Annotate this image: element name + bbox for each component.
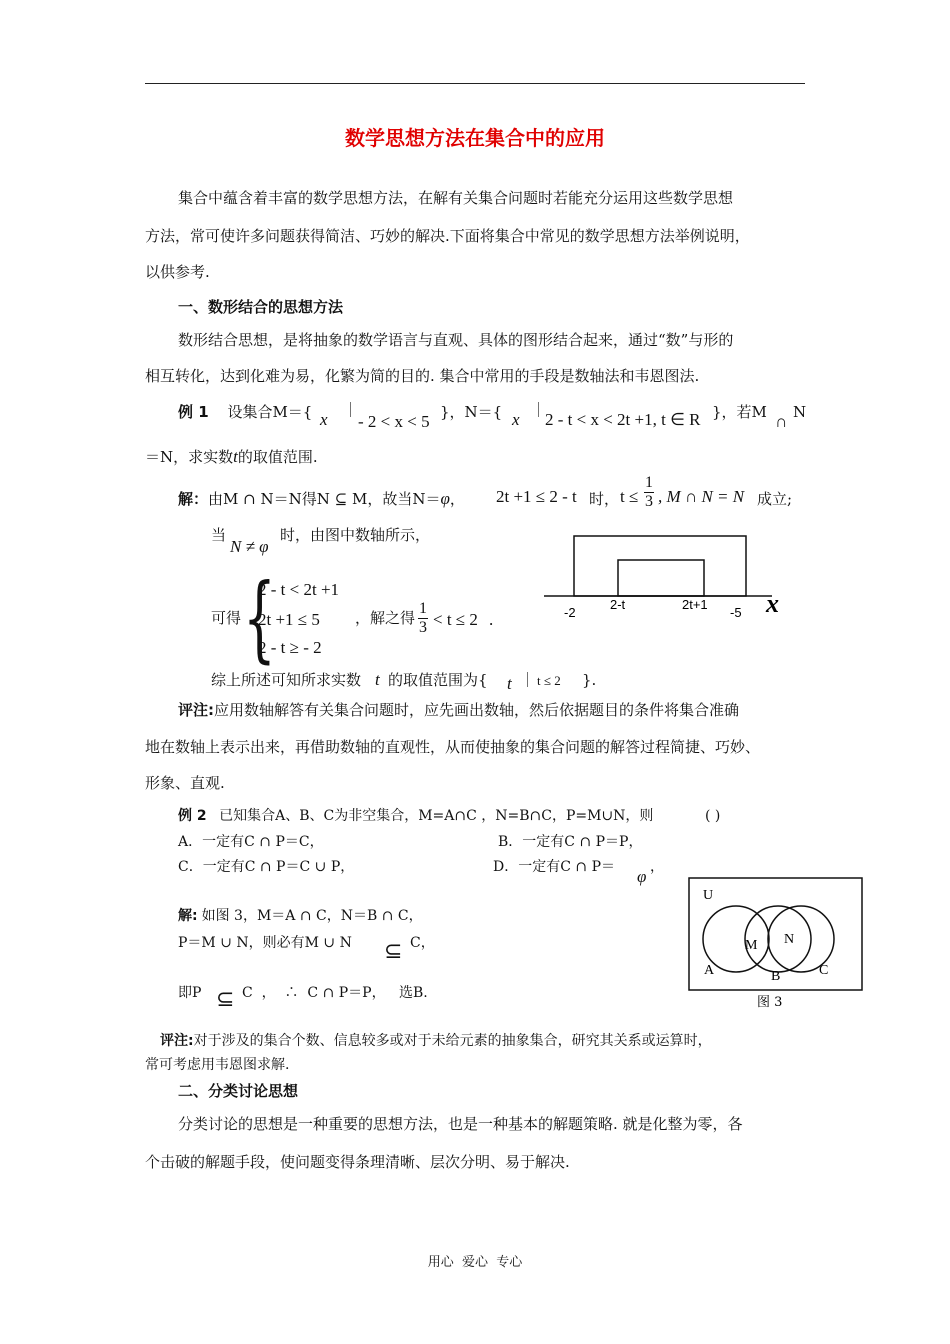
section-2-para-2: 个击破的解题手段，使问题变得条理清晰、层次分明、易于解决. <box>145 1153 570 1171</box>
line-2-a: ＝N，求实数 <box>145 448 234 466</box>
set-m-open: 设集合M＝{ <box>227 403 313 421</box>
comment-2-line-1 <box>160 1031 712 1051</box>
answer-paren: ( ) <box>705 808 721 824</box>
solve-c: . <box>489 610 494 629</box>
summary-e: }. <box>582 671 597 689</box>
inequality-1: 2t +1 ≤ 2 - t <box>496 487 577 506</box>
comment-1-line-2: 地在数轴上表示出来，再借助数轴的直观性，从而使抽象的集合问题的解答过程简捷、巧妙、 <box>145 738 761 756</box>
venn-label-u: U <box>703 888 714 903</box>
section-2-para-1: 分类讨论的思想是一种重要的思想方法，也是一种基本的解题策略. 就是化整为零，各 <box>178 1115 743 1133</box>
fraction-denominator-2: 3 <box>419 619 427 636</box>
n-tail: N <box>793 403 807 421</box>
var-x-n: x <box>512 410 520 429</box>
t-le: t ≤ <box>620 487 639 506</box>
number-line-diagram <box>540 528 800 633</box>
page-title: 数学思想方法在集合中的应用 <box>345 126 605 150</box>
condition-m: - 2 < x < 5 <box>358 412 430 431</box>
example-1-label: 例 1 <box>178 403 209 421</box>
solution-2-line-2-end: C， <box>410 935 435 951</box>
solution-b: ， <box>449 490 465 508</box>
intro-line-3: 以供参考. <box>145 263 210 281</box>
solution-2-line-3-b: C ， ∴ C ∩ P＝P， 选B. <box>242 985 428 1001</box>
example-2-label: 例 2 <box>178 808 207 824</box>
venn-diagram <box>688 877 864 1013</box>
solution-c: 时， <box>589 490 620 508</box>
system-eq-3: 2 - t ≥ - 2 <box>258 638 322 657</box>
when-label: 当 <box>211 526 227 544</box>
intro-line-1: 集合中蕴含着丰富的数学思想方法，在解有关集合问题时若能充分运用这些数学思想 <box>178 189 734 207</box>
example-2-text: 已知集合A、B、C为非空集合，M=A∩C ，N=B∩C，P=M∪N，则 <box>219 808 654 824</box>
venn-label-b: B <box>771 969 781 984</box>
solution-2-label: 解: <box>178 908 198 924</box>
header-rule <box>145 83 805 84</box>
option-a: A．一定有C ∩ P＝C， <box>178 834 324 850</box>
cap-symbol: ∩ <box>775 412 788 431</box>
solution-2-text-1: 如图 3，M＝A ∩ C，N＝B ∩ C， <box>201 908 423 924</box>
var-x-m: x <box>320 410 328 429</box>
fraction-numerator-2: 1 <box>419 600 427 617</box>
bar-n: ｜ <box>531 401 547 419</box>
fraction-one-third-2 <box>418 600 428 637</box>
fraction-numerator: 1 <box>645 474 653 491</box>
example-1-line-1 <box>178 402 312 422</box>
when-b: 时，由图中数轴所示， <box>280 526 431 544</box>
subseteq-symbol-1: ⊆ <box>384 938 403 963</box>
intro-line-2: 方法，常可使许多问题获得简洁、巧妙的解决.下面将集合中常见的数学思想方法举例说明， <box>145 227 750 245</box>
solution-2-line-1 <box>178 906 423 926</box>
axis-label-2t-1: 2t+1 <box>682 597 708 612</box>
summary-a: 综上所述可知所求实数 <box>211 671 362 689</box>
summary-b: 的取值范围为{ <box>388 671 488 689</box>
inner-interval-box <box>618 560 704 596</box>
outer-interval-box <box>574 536 746 596</box>
summary-t: t <box>375 670 380 689</box>
set-n-close: }，若M <box>712 403 767 421</box>
fraction-denominator: 3 <box>645 493 653 510</box>
comment-1-label: 评注: <box>178 701 214 719</box>
solution-2-line-3-a: 即P <box>178 985 202 1001</box>
solve-a: ，解之得 <box>355 609 416 627</box>
line-2-b: 的取值范围. <box>237 448 318 466</box>
solution-e: 成立; <box>757 490 793 508</box>
solution-a: 由M ∩ N＝N得N ⊆ M，故当N＝ <box>208 490 441 508</box>
axis-label-neg2: -2 <box>564 605 576 620</box>
system-brace: { <box>243 564 276 673</box>
section-1-heading: 一、数形结合的思想方法 <box>178 298 344 316</box>
fraction-one-third <box>644 474 654 511</box>
option-d: D．一定有C ∩ P＝ <box>493 859 615 875</box>
axis-label-2-t: 2-t <box>610 597 626 612</box>
option-b: B．一定有C ∩ P＝P， <box>498 834 643 850</box>
solve-b: < t ≤ 2 <box>433 610 478 629</box>
comment-2-label: 评注: <box>160 1033 194 1049</box>
example-2-question <box>178 806 653 826</box>
comment-2-line-2: 常可考虑用韦恩图求解. <box>145 1057 290 1073</box>
option-d-end: ， <box>650 859 664 875</box>
condition-n: 2 - t < x < 2t +1, t ∈ R <box>545 410 701 429</box>
venn-label-n: N <box>784 932 795 947</box>
option-d-phi: φ <box>637 867 647 886</box>
solution-2-line-2: P＝M ∪ N，则必有M ∪ N <box>178 935 352 951</box>
subseteq-symbol-2: ⊆ <box>216 986 235 1011</box>
option-c: C．一定有C ∩ P＝C ∪ P， <box>178 859 355 875</box>
phi-symbol: φ <box>440 489 450 508</box>
venn-label-c: C <box>819 963 829 978</box>
comment-1-line-1 <box>178 700 739 720</box>
summary-c: ｜ <box>520 671 536 689</box>
comment-2-text-1: 对于涉及的集合个数、信息较多或对于未给元素的抽象集合，研究其关系或运算时， <box>193 1033 712 1049</box>
section-1-para-2: 相互转化，达到化难为易，化繁为简的目的. 集合中常用的手段是数轴法和韦恩图法. <box>145 367 700 385</box>
solution-label: 解： <box>178 490 209 508</box>
axis-label-5: -5 <box>730 605 742 620</box>
comment-1-text-1: 应用数轴解答有关集合问题时，应先画出数轴，然后依据题目的条件将集合准确 <box>214 701 740 719</box>
summary-t-2: t <box>507 674 512 693</box>
comment-1-line-3: 形象、直观. <box>145 774 225 792</box>
summary-d: t ≤ 2 <box>537 673 561 688</box>
venn-label-m: M <box>745 938 758 953</box>
section-1-para-1: 数形结合思想，是将抽象的数学语言与直观、具体的图形结合起来，通过“数”与形的 <box>178 331 734 349</box>
n-ne-phi: N ≠ φ <box>230 537 269 556</box>
bar-m: ｜ <box>343 401 359 419</box>
section-2-heading: 二、分类讨论思想 <box>178 1082 299 1100</box>
solution-1-line-1 <box>178 489 465 509</box>
example-1-line-2 <box>145 447 318 467</box>
axis-var-x: x <box>766 589 779 618</box>
venn-label-a: A <box>704 963 715 978</box>
page-footer: 用心 爱心 专心 <box>427 1255 523 1270</box>
system-eq-1: 2 - t < 2t +1 <box>258 580 340 599</box>
figure-caption: 图 3 <box>757 995 783 1010</box>
var-t: t <box>233 447 238 466</box>
keyi-label: 可得 <box>211 609 242 627</box>
system-eq-2: 2t +1 ≤ 5 <box>258 610 320 629</box>
m-cap-n-eq-n: , M ∩ N = N <box>658 487 745 506</box>
set-n-open: }，N＝{ <box>440 403 503 421</box>
